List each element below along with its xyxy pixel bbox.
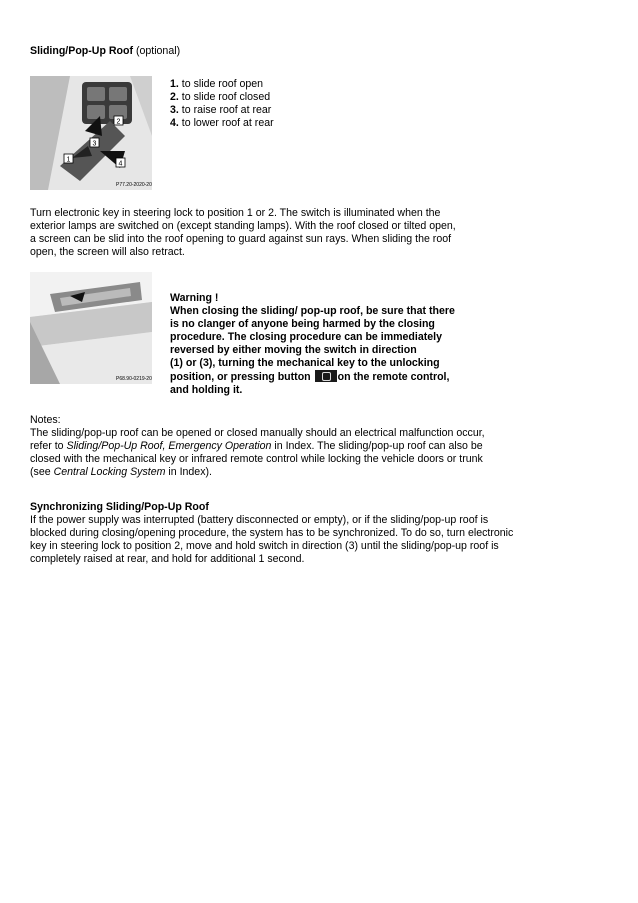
figure1-code: P77.20-2020-20 xyxy=(116,182,152,188)
figure2-code: P68.90-0219-20 xyxy=(116,376,152,382)
warning-block: Warning ! When closing the sliding/ pop-up roof, be sure that there is no clanger of anyone being harmed by the closing procedure. The closing procedure can be immediately reversed by either moving the switch in direction (1) or (3), turning the mechanical key to the unlocking position, or pressing button on the remote control, and holding it. xyxy=(170,292,455,396)
list-item: 1. to slide roof open xyxy=(170,78,264,90)
sync-section: Synchronizing Sliding/Pop-Up Roof If the power supply was interrupted (battery disconnected or empty), or if the sliding/pop-up roof is blocked during closing/opening procedure, the system has to be synchronized. To do so, turn electronic key in steering lock to position 2, move and hold switch in direction (3) until the sliding/pop-up roof is completely raised at rear, and hold for additional 1 second. xyxy=(30,501,514,565)
page-title xyxy=(30,45,180,58)
list-item: 3. to raise roof at rear xyxy=(170,104,272,116)
title-optional: (optional) xyxy=(135,45,181,57)
roof-illustration xyxy=(30,272,152,384)
title-main: Sliding/Pop-Up Roof xyxy=(30,45,133,57)
callout-3: 3 xyxy=(92,140,97,148)
callout-4: 4 xyxy=(118,160,123,168)
roof-photo xyxy=(30,272,152,384)
callout-1: 1 xyxy=(66,156,71,164)
function-list xyxy=(170,78,274,130)
callout-2: 2 xyxy=(116,118,121,126)
notes-label: Notes: xyxy=(30,414,61,426)
sync-heading: Synchronizing Sliding/Pop-Up Roof xyxy=(30,501,209,513)
warning-heading: Warning ! xyxy=(170,292,219,304)
remote-key-button-icon xyxy=(315,370,337,382)
emergency-operation-ref: Sliding/Pop-Up Roof, Emergency Operation xyxy=(66,440,272,452)
list-item: 2. to slide roof closed xyxy=(170,91,271,103)
roof-switch-illustration xyxy=(30,76,152,190)
central-locking-ref: Central Locking System xyxy=(53,466,166,478)
notes-paragraph: Notes: The sliding/pop-up roof can be opened or closed manually should an electrical malfunction occur, refer to Sliding/Pop-Up Roof, Emergency Operation in Index. The sliding/pop-up roof can also be closed with the mechanical key or infrared remote control while locking the vehicle doors or trunk (see Central Locking System in Index). xyxy=(30,414,485,478)
roof-switch-photo xyxy=(30,76,152,190)
list-item: 4. to lower roof at rear xyxy=(170,117,274,129)
intro-paragraph: Turn electronic key in steering lock to position 1 or 2. The switch is illuminated when the exterior lamps are switched on (except standing lamps). With the roof closed or tilted open, a screen can be slid into the roof opening to guard against sun rays. When sliding the roof open, the screen will also retract. xyxy=(30,207,456,258)
